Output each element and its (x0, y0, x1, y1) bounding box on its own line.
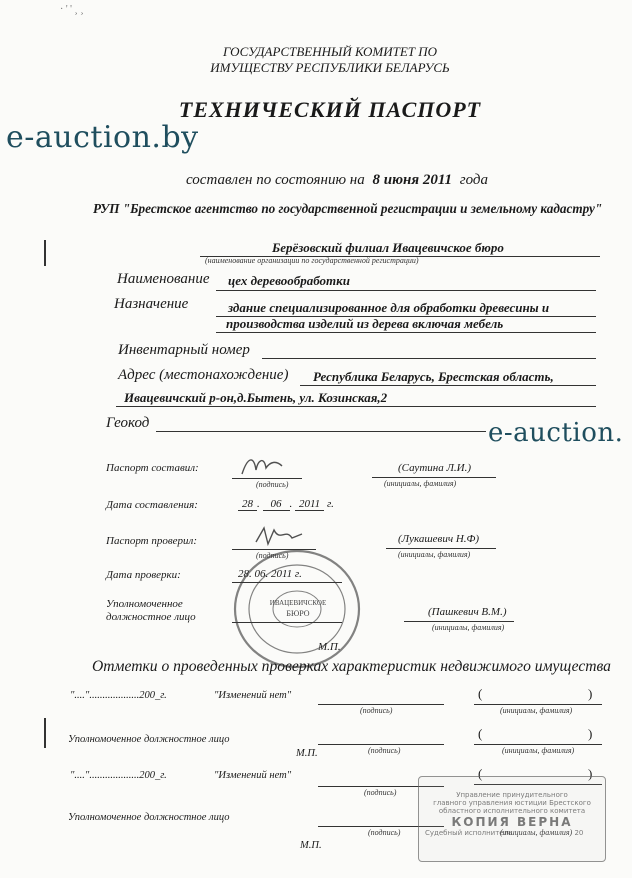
compiled-date-year: 2011 (295, 498, 324, 511)
agency-name: РУП "Брестское агентство по государственной регистрации и земельному кадастру" (93, 201, 603, 216)
date-line (186, 172, 488, 189)
geocode-line (156, 431, 486, 432)
insp-auth1-name-line (474, 744, 602, 745)
insp-row2-paren-right: ) (588, 766, 593, 781)
insp-auth1-paren-left: ( (478, 726, 483, 741)
compiled-date-day: 28 (238, 498, 257, 511)
copy-stamp-main: КОПИЯ ВЕРНА (451, 815, 573, 829)
checked-label: Паспорт проверил: (106, 535, 197, 547)
checked-sig-caption: (подпись) (256, 551, 289, 560)
purpose-label: Назначение (114, 296, 189, 312)
copy-verified-stamp (418, 776, 606, 862)
seal-center-line2: БЮРО (286, 609, 310, 618)
compiled-signature (238, 452, 288, 480)
name-line (216, 290, 596, 291)
authorized-name-line (404, 621, 514, 622)
checked-date-value: 28. 06. 2011 г. (238, 568, 302, 580)
insp-row2-status: "Изменений нет" (214, 770, 292, 781)
copy-stamp-number: 20 (574, 829, 584, 837)
watermark-left: e-auction.by (6, 120, 199, 155)
document-title: ТЕХНИЧЕСКИЙ ПАСПОРТ (178, 97, 482, 122)
insp-authorized1-label: Уполномоченное должностное лицо (68, 734, 230, 745)
insp-row1-sig-caption: (подпись) (360, 706, 393, 715)
copy-stamp-line3: областного исполнительного комитета (438, 807, 586, 815)
compiled-sig-caption: (подпись) (256, 480, 289, 489)
committee-line1: ГОСУДАРСТВЕННЫЙ КОМИТЕТ ПО (222, 44, 438, 59)
seal-center-line1: ИВАЦЕВИЧСКОЕ (269, 599, 327, 607)
checked-date-label: Дата проверки: (106, 569, 181, 581)
geocode-label: Геокод (106, 415, 150, 431)
checked-name-line (386, 548, 496, 549)
address-label: Адрес (местонахождение) (118, 367, 289, 383)
insp-auth2-name-caption: (инициалы, фамилия) (500, 828, 573, 837)
insp-mp2: М.П. (300, 840, 322, 851)
date-prefix: составлен по состоянию на (186, 172, 365, 188)
insp-auth1-sig-caption: (подпись) (368, 746, 401, 755)
insp-auth1-sig-line (318, 744, 444, 745)
insp-row2-sig-caption: (подпись) (364, 788, 397, 797)
compiled-name: (Саутина Л.И.) (398, 462, 472, 474)
copy-stamp-officer: Судебный исполнитель (425, 829, 513, 837)
insp-row1-name-line (474, 704, 602, 705)
checked-signature (252, 522, 306, 550)
compiled-date: 28 . 06 . 2011 г. (238, 498, 334, 510)
authorized-label-line2: должностное лицо (106, 611, 196, 623)
address-line1 (300, 385, 596, 386)
authorized-label-line1: Уполномоченное (106, 598, 183, 610)
compiled-date-month: 06 (263, 498, 290, 511)
authorized-name-caption: (инициалы, фамилия) (432, 623, 505, 632)
authorized-sig-line (232, 622, 342, 623)
insp-auth1-name-caption: (инициалы, фамилия) (502, 746, 575, 755)
copy-stamp-line2: главного управления юстиции Брестского (433, 799, 591, 807)
insp-row2-paren-left: ( (478, 766, 483, 781)
copy-stamp-line4 (419, 829, 605, 837)
name-label: Наименование (117, 271, 210, 287)
compiled-sig-line (232, 478, 302, 479)
insp-row1-status: "Изменений нет" (214, 690, 292, 701)
compiled-name-caption: (инициалы, фамилия) (384, 479, 457, 488)
name-value: цех деревообработки (228, 273, 350, 288)
committee-line2: ИМУЩЕСТВУ РЕСПУБЛИКИ БЕЛАРУСЬ (210, 60, 450, 75)
date-value: 8 июня 2011 (372, 172, 453, 188)
compiled-name-line (372, 477, 496, 478)
date-suffix: года (459, 172, 489, 188)
inventory-label: Инвентарный номер (118, 342, 250, 358)
insp-mp1: М.П. (296, 748, 318, 759)
purpose-value-line2: производства изделий из дерева включая мебель (226, 316, 504, 331)
top-corner-marks: · ' ' ¸ ¸ (60, 4, 84, 15)
insp-row1-name-caption: (инициалы, фамилия) (500, 706, 573, 715)
checked-name: (Лукашевич Н.Ф) (398, 533, 480, 545)
registration-org-value: Берёзовский филиал Ивацевичское бюро (272, 240, 504, 255)
inspections-title: Отметки о проведенных проверках характеристик недвижимого имущества (92, 658, 611, 675)
registration-org-caption: (наименование организации по государственной регистрации) (205, 256, 419, 265)
insp-auth2-sig-caption: (подпись) (368, 828, 401, 837)
authorized-mp: М.П. (318, 641, 341, 653)
authorized-name: (Пашкевич В.М.) (428, 606, 507, 618)
address-value-line2: Ивацевичский р-он,д.Бытень, ул. Козинская,2 (124, 390, 388, 405)
insp-row1-paren-left: ( (478, 686, 483, 701)
insp-row1-sig-line (318, 704, 444, 705)
insp-row1-paren-right: ) (588, 686, 593, 701)
watermark-right: e-auction. (488, 418, 624, 448)
compiled-date-suffix: г. (326, 498, 334, 510)
compiled-date-label: Дата составления: (106, 499, 198, 511)
margin-mark-2 (44, 718, 46, 748)
copy-stamp-line1: Управление принудительного (456, 791, 568, 799)
purpose-line2 (216, 332, 596, 333)
insp-row2-date: "...."...................200_г. (70, 770, 167, 781)
address-line2 (116, 406, 596, 407)
insp-authorized2-label: Уполномоченное должностное лицо (68, 812, 230, 823)
address-value-line1: Республика Беларусь, Брестская область, (313, 369, 554, 384)
compiled-label: Паспорт составил: (106, 462, 199, 474)
insp-row1-date: "...."...................200_г. (70, 690, 167, 701)
insp-auth1-paren-right: ) (588, 726, 593, 741)
checked-name-caption: (инициалы, фамилия) (398, 550, 471, 559)
purpose-value-line1: здание специализированное для обработки древесины и (228, 300, 550, 315)
inventory-line (262, 358, 596, 359)
margin-mark (44, 240, 46, 266)
